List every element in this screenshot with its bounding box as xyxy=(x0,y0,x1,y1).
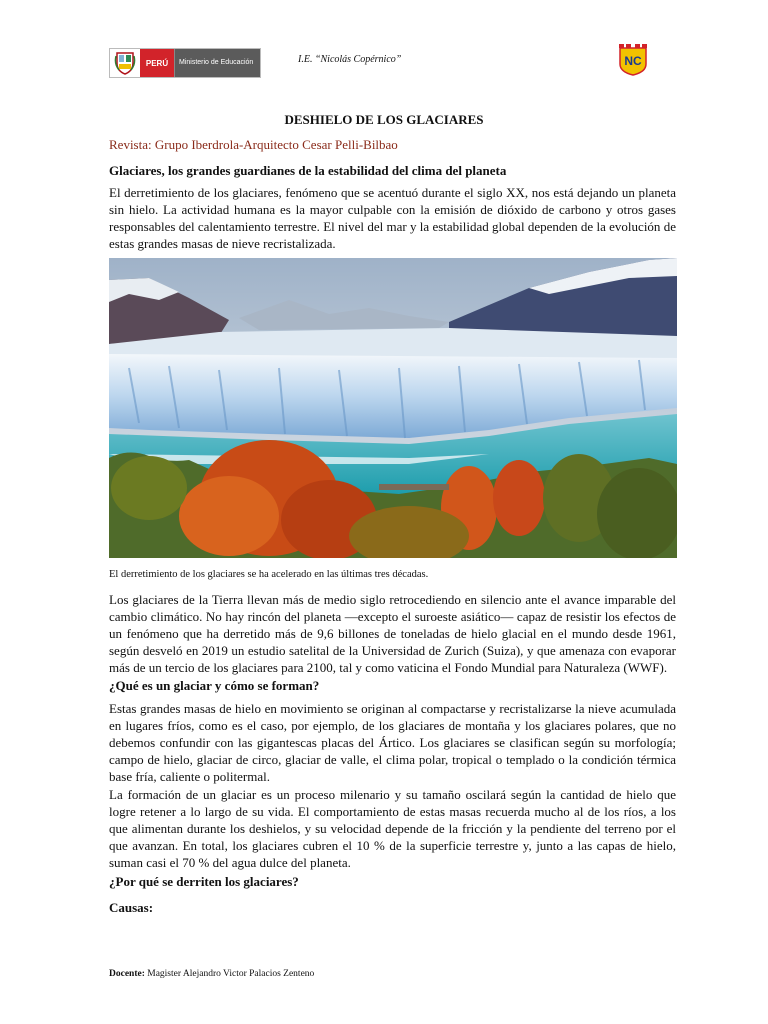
paragraph-retreat: Los glaciares de la Tierra llevan más de medio siglo retrocediendo en silencio ante el avance imparable del cambio climático. No hay rincón del planeta —excepto el suroeste asiático— capaz de resistir los efectos de un fenómeno que ha derretido más de 9,6 billones de toneladas de hielo glacial en el mundo desde 1961, según desveló en 2019 un estudio satelital de la Universidad de Zurich (Suiza), y que amenaza con evaporar más de un tercio de los glaciares para 2100, tal y como vaticina el Fondo Mundial para Naturaleza (WWF). xyxy=(109,592,676,675)
docente-label: Docente: xyxy=(109,969,145,979)
heading-what-is-glacier: ¿Qué es un glaciar y cómo se forman? xyxy=(109,678,320,693)
docente-name: Magister Alejandro Victor Palacios Zenteno xyxy=(144,969,315,979)
heading-causes: Causas: xyxy=(109,900,154,915)
peru-label: PERÚ xyxy=(140,49,174,77)
paragraph-characteristics: La formación de un glaciar es un proceso milenario y su tamaño oscilará según la cantidad de hielo que logre retener a lo largo de su vida. El comportamiento de estas masas recuerda mucho al de los ríos, a los que alimentan durante los deshielos, y su velocidad depende de la fricción y la pendiente del terreno por el que avanzan. En total, los glaciares cubren el 10 % de la superficie terrestre y, junto a las capas de hielo, suman casi el 70 % del agua dulce del planeta. xyxy=(109,787,676,870)
ministry-label: Ministerio de Educación xyxy=(174,49,260,77)
coat-of-arms-icon xyxy=(110,49,140,77)
image-caption: El derretimiento de los glaciares se ha acelerado en las últimas tres décadas. xyxy=(109,569,429,580)
school-name: I.E. “Nicolás Copérnico” xyxy=(298,54,402,65)
subtitle: Glaciares, los grandes guardianes de la estabilidad del clima del planeta xyxy=(109,163,507,178)
source-line: Revista: Grupo Iberdrola-Arquitecto Cesar Pelli-Bilbao xyxy=(109,137,398,152)
school-badge-icon xyxy=(619,44,647,76)
page-title: DESHIELO DE LOS GLACIARES xyxy=(284,112,484,127)
intro-paragraph: El derretimiento de los glaciares, fenómeno que se acentuó durante el siglo XX, nos está dejando un planeta sin hielo. La actividad humana es la mayor culpable con la emisión de dióxido de carbono y otros gases responsables del calentamiento terrestre. El nivel del mar y la estabilidad global dependen de la evolución de estas grandes masas de nieve recristalizada. xyxy=(109,185,676,251)
heading-why-melt: ¿Por qué se derriten los glaciares? xyxy=(109,874,299,889)
ministry-logo xyxy=(109,48,261,78)
footer-docente xyxy=(109,969,314,979)
svg-text:NC: NC xyxy=(624,54,642,68)
glacier-photo xyxy=(109,258,677,558)
paragraph-formation: Estas grandes masas de hielo en movimiento se originan al compactarse y recristalizarse la nieve acumulada en lugares fríos, como es el caso, por ejemplo, de los glaciares de montaña y los glaciares polares, que no debemos confundir con las gigantescas placas del Ártico. Los glaciares se clasifican según su morfología; campo de hielo, glaciar de circo, glaciar de valle, el clima polar, tropical o templado o la condición térmica base fría, caliente o politermal. xyxy=(109,701,676,784)
